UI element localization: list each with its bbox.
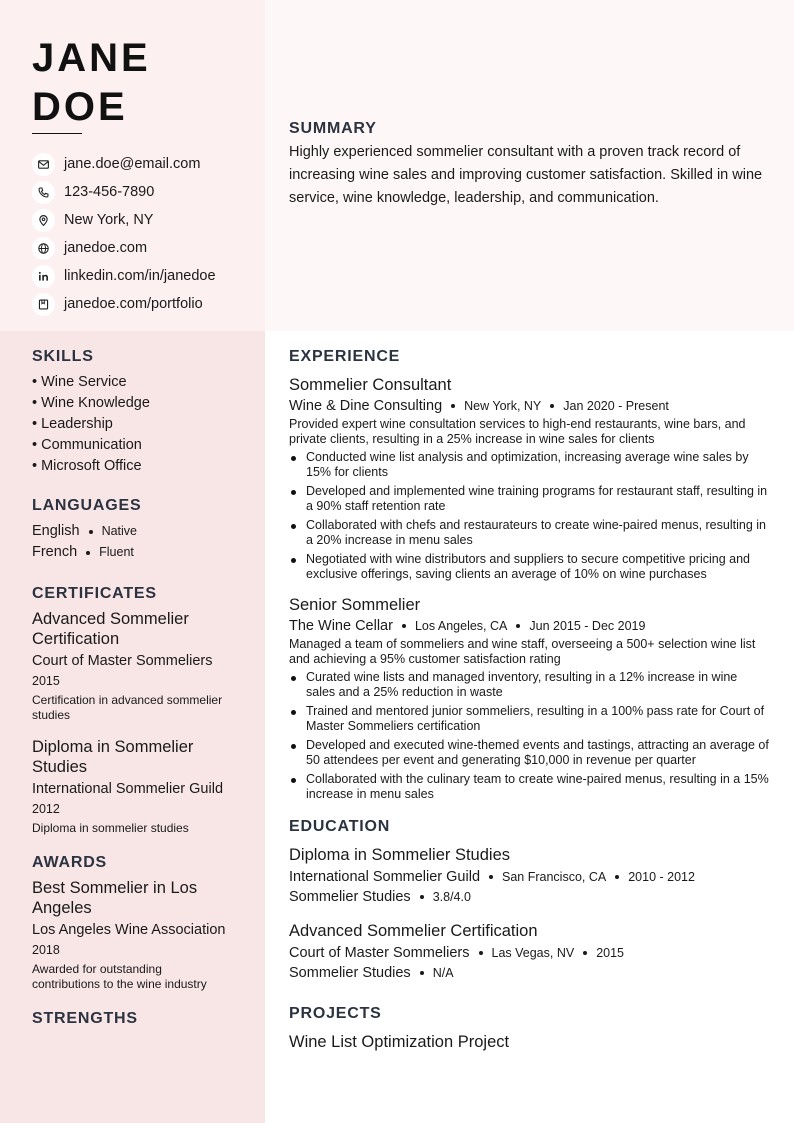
contact-location-text: New York, NY — [64, 212, 154, 228]
certificate-item — [32, 609, 232, 723]
skill-item: • Wine Service — [32, 374, 127, 390]
award-item — [32, 878, 232, 992]
separator-dot — [420, 971, 424, 975]
certificate-issuer: Court of Master Sommeliers — [32, 653, 213, 669]
language-item — [32, 521, 232, 542]
strengths-heading: STRENGTHS — [32, 1010, 138, 1027]
job-dates: Jun 2015 - Dec 2019 — [529, 619, 646, 633]
portfolio-icon — [32, 293, 55, 316]
separator-dot — [615, 875, 619, 879]
projects-heading: PROJECTS — [289, 1005, 382, 1022]
job-bullet: Developed and implemented wine training programs for restaurant staff, resulting in a 90% staff retention rate — [289, 484, 769, 514]
certificate-issuer: International Sommelier Guild — [32, 781, 224, 797]
skills-heading: SKILLS — [32, 348, 94, 365]
job-bullets — [289, 670, 769, 802]
job-entry — [289, 375, 769, 582]
job-bullet: Conducted wine list analysis and optimization, increasing average wine sales by 15% for clients — [289, 450, 769, 480]
certificates-heading: CERTIFICATES — [32, 585, 157, 602]
contact-email[interactable] — [32, 150, 216, 178]
languages-section — [32, 497, 232, 563]
separator-dot — [402, 624, 406, 628]
skills-section — [32, 348, 232, 477]
contact-phone[interactable] — [32, 178, 216, 206]
contact-linkedin-text: linkedin.com/in/janedoe — [64, 268, 216, 284]
skill-item: • Wine Knowledge — [32, 395, 150, 411]
certificates-section — [32, 585, 232, 836]
experience-heading: EXPERIENCE — [289, 348, 401, 365]
contact-linkedin[interactable] — [32, 262, 216, 290]
education-meta — [289, 869, 769, 885]
certificate-year: 2015 — [32, 674, 60, 688]
job-entry — [289, 595, 769, 802]
separator-dot — [420, 895, 424, 899]
contact-website[interactable] — [32, 234, 216, 262]
languages-heading: LANGUAGES — [32, 497, 142, 514]
contact-email-text: jane.doe@email.com — [64, 156, 201, 172]
certificate-desc: Certification in advanced sommelier studies — [32, 693, 223, 722]
job-bullet: Collaborated with chefs and restaurateurs to create wine-paired menus, resulting in a 20% increase in menu sales — [289, 518, 769, 548]
language-name: French — [32, 544, 78, 560]
certificate-item — [32, 737, 232, 836]
job-bullet: Collaborated with the culinary team to create wine-paired menus, resulting in a 15% increase in menu sales — [289, 772, 769, 802]
linkedin-icon — [32, 265, 55, 288]
education-degree: Advanced Sommelier Certification — [289, 922, 538, 940]
job-location: New York, NY — [464, 399, 542, 413]
contact-list — [32, 150, 216, 318]
separator-dot — [516, 624, 520, 628]
education-field-line — [289, 965, 769, 981]
education-field: Sommelier Studies — [289, 965, 411, 981]
job-bullet: Curated wine lists and managed inventory, resulting in a 12% increase in wine sales and a 25% reduction in waste — [289, 670, 769, 700]
job-title: Sommelier Consultant — [289, 376, 452, 394]
education-location: Las Vegas, NV — [491, 946, 575, 960]
language-item — [32, 542, 232, 563]
award-desc: Awarded for outstanding contributions to the wine industry — [32, 962, 207, 991]
email-icon — [32, 153, 55, 176]
last-name: DOE — [32, 85, 128, 129]
globe-icon — [32, 237, 55, 260]
separator-dot — [86, 551, 90, 555]
education-field-line — [289, 889, 769, 905]
job-meta — [289, 398, 769, 414]
education-dates: 2015 — [596, 946, 625, 960]
job-bullets — [289, 450, 769, 582]
name-divider — [32, 133, 82, 134]
phone-icon — [32, 181, 55, 204]
job-bullet: Trained and mentored junior sommeliers, resulting in a 100% pass rate for Court of Master Sommeliers certification — [289, 704, 769, 734]
education-degree: Diploma in Sommelier Studies — [289, 846, 511, 864]
job-title: Senior Sommelier — [289, 596, 421, 614]
certificate-title: Advanced Sommelier Certification — [32, 610, 189, 648]
education-grade: 3.8/4.0 — [432, 890, 471, 904]
summary-heading: SUMMARY — [289, 120, 377, 137]
contact-location — [32, 206, 216, 234]
job-description: Managed a team of sommeliers and wine staff, overseeing a 500+ selection wine list and achieving a 95% customer satisfaction rating — [289, 637, 756, 666]
separator-dot — [479, 951, 483, 955]
language-level: Fluent — [99, 545, 134, 559]
job-meta — [289, 618, 769, 634]
job-location: Los Angeles, CA — [414, 619, 508, 633]
education-school: International Sommelier Guild — [289, 869, 481, 885]
certificate-year: 2012 — [32, 802, 60, 816]
language-name: English — [32, 523, 80, 539]
job-dates: Jan 2020 - Present — [563, 399, 669, 413]
main-content — [289, 348, 769, 1052]
education-section — [289, 818, 769, 981]
location-icon — [32, 209, 55, 232]
summary-text: Highly experienced sommelier consultant with a proven track record of increasing wine sales and improving customer satisfaction. Skilled in wine service, wine knowledge, leadership, and communication. — [289, 144, 763, 206]
projects-section — [289, 1005, 769, 1052]
experience-section — [289, 348, 769, 802]
separator-dot — [89, 530, 93, 534]
job-company: The Wine Cellar — [289, 618, 393, 634]
award-issuer: Los Angeles Wine Association — [32, 922, 226, 938]
contact-website-text: janedoe.com — [64, 240, 148, 256]
summary-section — [289, 120, 769, 210]
certificate-desc: Diploma in sommelier studies — [32, 821, 189, 835]
award-title: Best Sommelier in Los Angeles — [32, 879, 198, 917]
education-grade: N/A — [432, 966, 454, 980]
separator-dot — [489, 875, 493, 879]
strengths-section — [32, 1010, 232, 1028]
education-meta — [289, 945, 769, 961]
job-description: Provided expert wine consultation services to high-end restaurants, wine bars, and private clients, resulting in a 25% increase in wine sales for clients — [289, 417, 746, 446]
job-bullet: Developed and executed wine-themed events and tastings, attracting an average of 50 attendees per event and generating $10,000 in revenue per quarter — [289, 738, 769, 768]
education-entry — [289, 845, 769, 905]
job-company: Wine & Dine Consulting — [289, 398, 443, 414]
candidate-name — [32, 34, 151, 132]
certificate-title: Diploma in Sommelier Studies — [32, 738, 194, 776]
skill-item: • Communication — [32, 437, 142, 453]
education-dates: 2010 - 2012 — [628, 870, 695, 884]
separator-dot — [583, 951, 587, 955]
awards-section — [32, 854, 232, 992]
contact-portfolio[interactable] — [32, 290, 216, 318]
skill-item: • Leadership — [32, 416, 113, 432]
sidebar-content — [32, 348, 232, 1042]
separator-dot — [451, 404, 455, 408]
contact-phone-text: 123-456-7890 — [64, 184, 155, 200]
education-entry — [289, 921, 769, 981]
separator-dot — [550, 404, 554, 408]
education-school: Court of Master Sommeliers — [289, 945, 470, 961]
education-field: Sommelier Studies — [289, 889, 411, 905]
award-year: 2018 — [32, 943, 60, 957]
language-level: Native — [101, 524, 137, 538]
project-title: Wine List Optimization Project — [289, 1033, 510, 1051]
education-location: San Francisco, CA — [502, 870, 607, 884]
awards-heading: AWARDS — [32, 854, 108, 871]
job-bullet: Negotiated with wine distributors and suppliers to secure competitive pricing and exclusive offerings, saving clients an average of 10% on wine purchases — [289, 552, 769, 582]
skill-item: • Microsoft Office — [32, 458, 142, 474]
first-name: JANE — [32, 36, 151, 80]
contact-portfolio-text: janedoe.com/portfolio — [64, 296, 203, 312]
education-heading: EDUCATION — [289, 818, 391, 835]
